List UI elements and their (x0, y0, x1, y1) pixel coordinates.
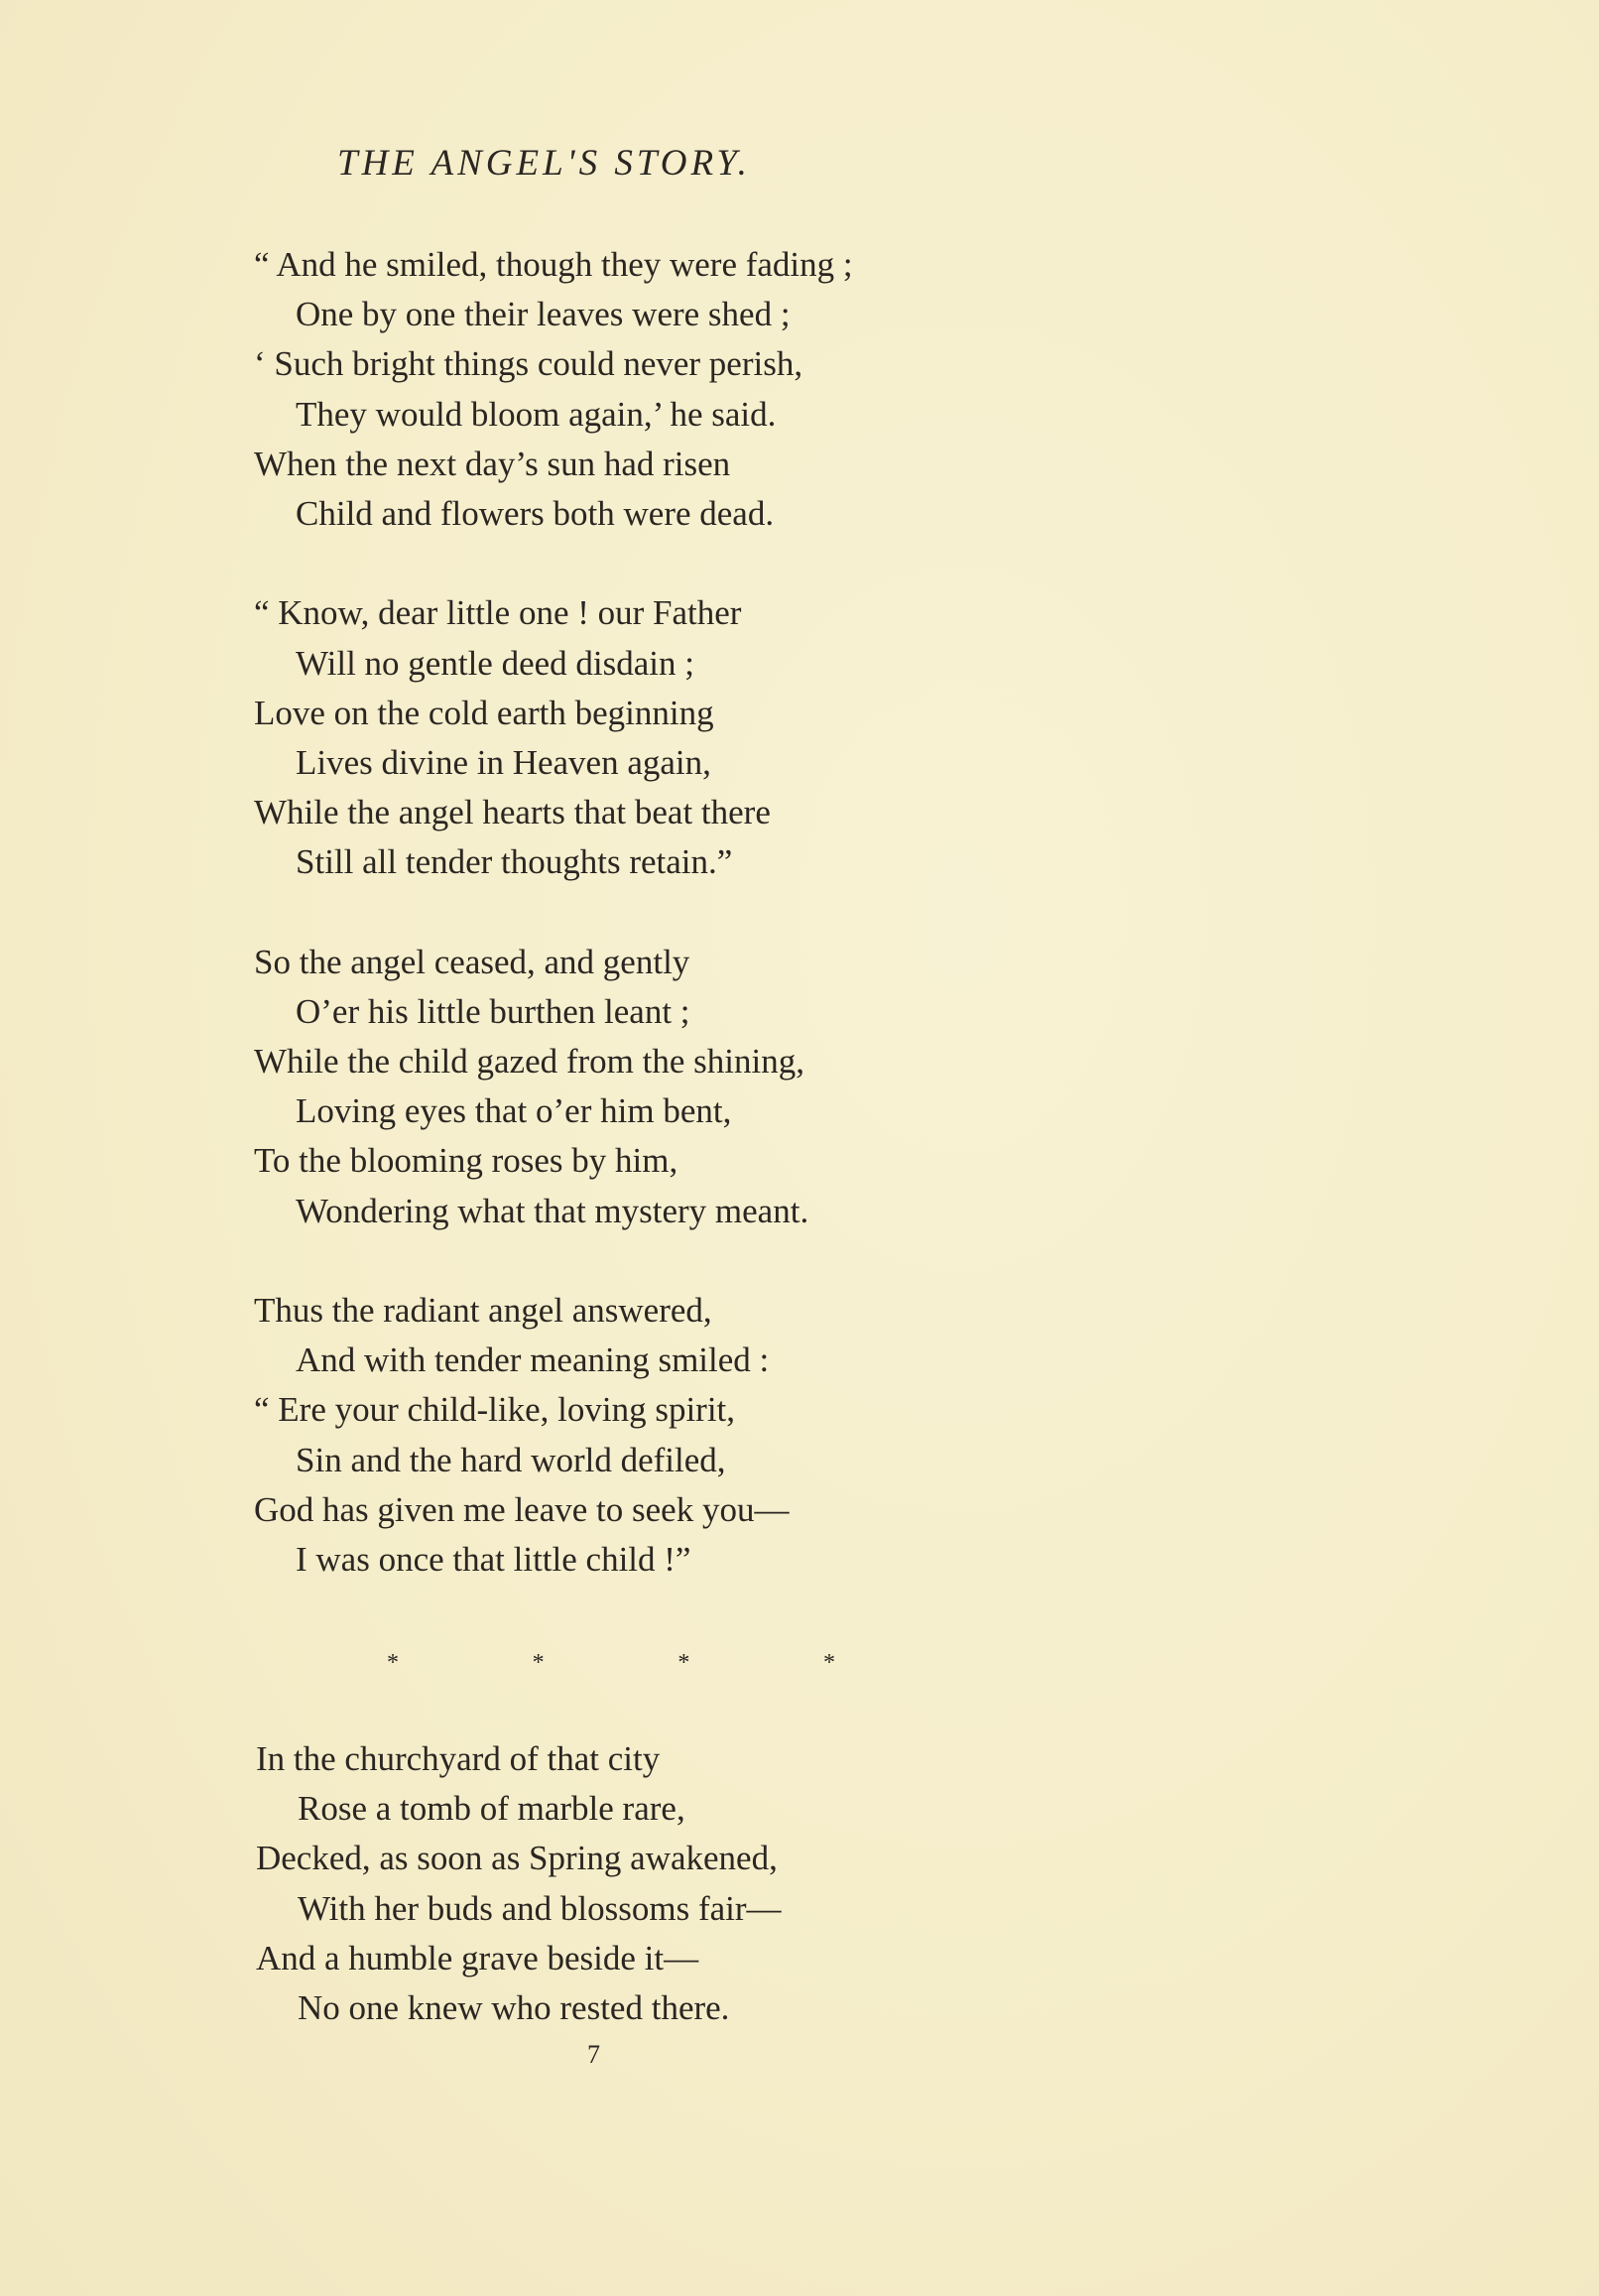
poem-line: Will no gentle deed disdain ; (296, 643, 694, 683)
stanza-gap (254, 539, 1345, 588)
poem-line: One by one their leaves were shed ; (296, 295, 791, 334)
stanza-gap (254, 1236, 1345, 1286)
poem-line: When the next day’s sun had risen (254, 444, 731, 483)
asterisk-ornament: * (387, 1650, 399, 1676)
poem-line: Thus the radiant angel answered, (254, 1290, 712, 1330)
poem-line: “ Know, dear little one ! our Father (254, 593, 742, 633)
poem-line: Sin and the hard world defiled, (296, 1440, 726, 1479)
stanza-3 (254, 938, 1345, 1236)
poem-line: Lives divine in Heaven again, (296, 742, 711, 782)
poem-line: Loving eyes that o’er him bent, (296, 1091, 732, 1131)
poem-line: Decked, as soon as Spring awakened, (256, 1839, 778, 1878)
poem-line: So the angel ceased, and gently (254, 942, 690, 981)
poem-line: Still all tender thoughts retain.” (296, 842, 733, 882)
poem-line: “ And he smiled, though they were fading ; (254, 245, 853, 284)
poem-line: Child and flowers both were dead. (296, 493, 775, 533)
poem-body (254, 240, 1345, 1585)
poem-line: With her buds and blossoms fair— (298, 1888, 782, 1928)
section-separator (383, 1651, 839, 1675)
poem-line: ‘ Such bright things could never perish, (254, 344, 803, 384)
page-number: 7 (587, 2040, 600, 2069)
poem-line: No one knew who rested there. (298, 1987, 730, 2027)
poem-line: They would bloom again,’ he said. (296, 394, 777, 434)
stanza-2 (254, 588, 1345, 887)
poem-line: Wondering what that mystery meant. (296, 1191, 809, 1230)
running-head: THE ANGEL'S STORY. (337, 143, 751, 184)
stanza-1 (254, 240, 1345, 539)
poem-line: I was once that little child !” (296, 1539, 691, 1579)
poem-line: While the child gazed from the shining, (254, 1042, 804, 1081)
poem-line: God has given me leave to seek you— (254, 1489, 790, 1529)
poem-line: “ Ere your child-like, loving spirit, (254, 1390, 736, 1430)
asterisk-ornament: * (822, 1650, 835, 1676)
poem-line: In the churchyard of that city (256, 1739, 661, 1778)
poem-line: While the angel hearts that beat there (254, 793, 771, 832)
poem-line: And a humble grave beside it— (256, 1938, 699, 1977)
poem-line: Rose a tomb of marble rare, (298, 1789, 685, 1829)
poem-line: And with tender meaning smiled : (296, 1340, 770, 1380)
stanza-4 (254, 1286, 1345, 1585)
stanza-gap (254, 887, 1345, 937)
asterisk-ornament: * (677, 1650, 690, 1676)
poem-line: O’er his little burthen leant ; (296, 991, 690, 1031)
poem-line: To the blooming roses by him, (254, 1141, 678, 1181)
asterisk-ornament: * (532, 1650, 545, 1676)
poem-line: Love on the cold earth beginning (254, 693, 714, 732)
final-stanza (256, 1734, 1347, 2033)
